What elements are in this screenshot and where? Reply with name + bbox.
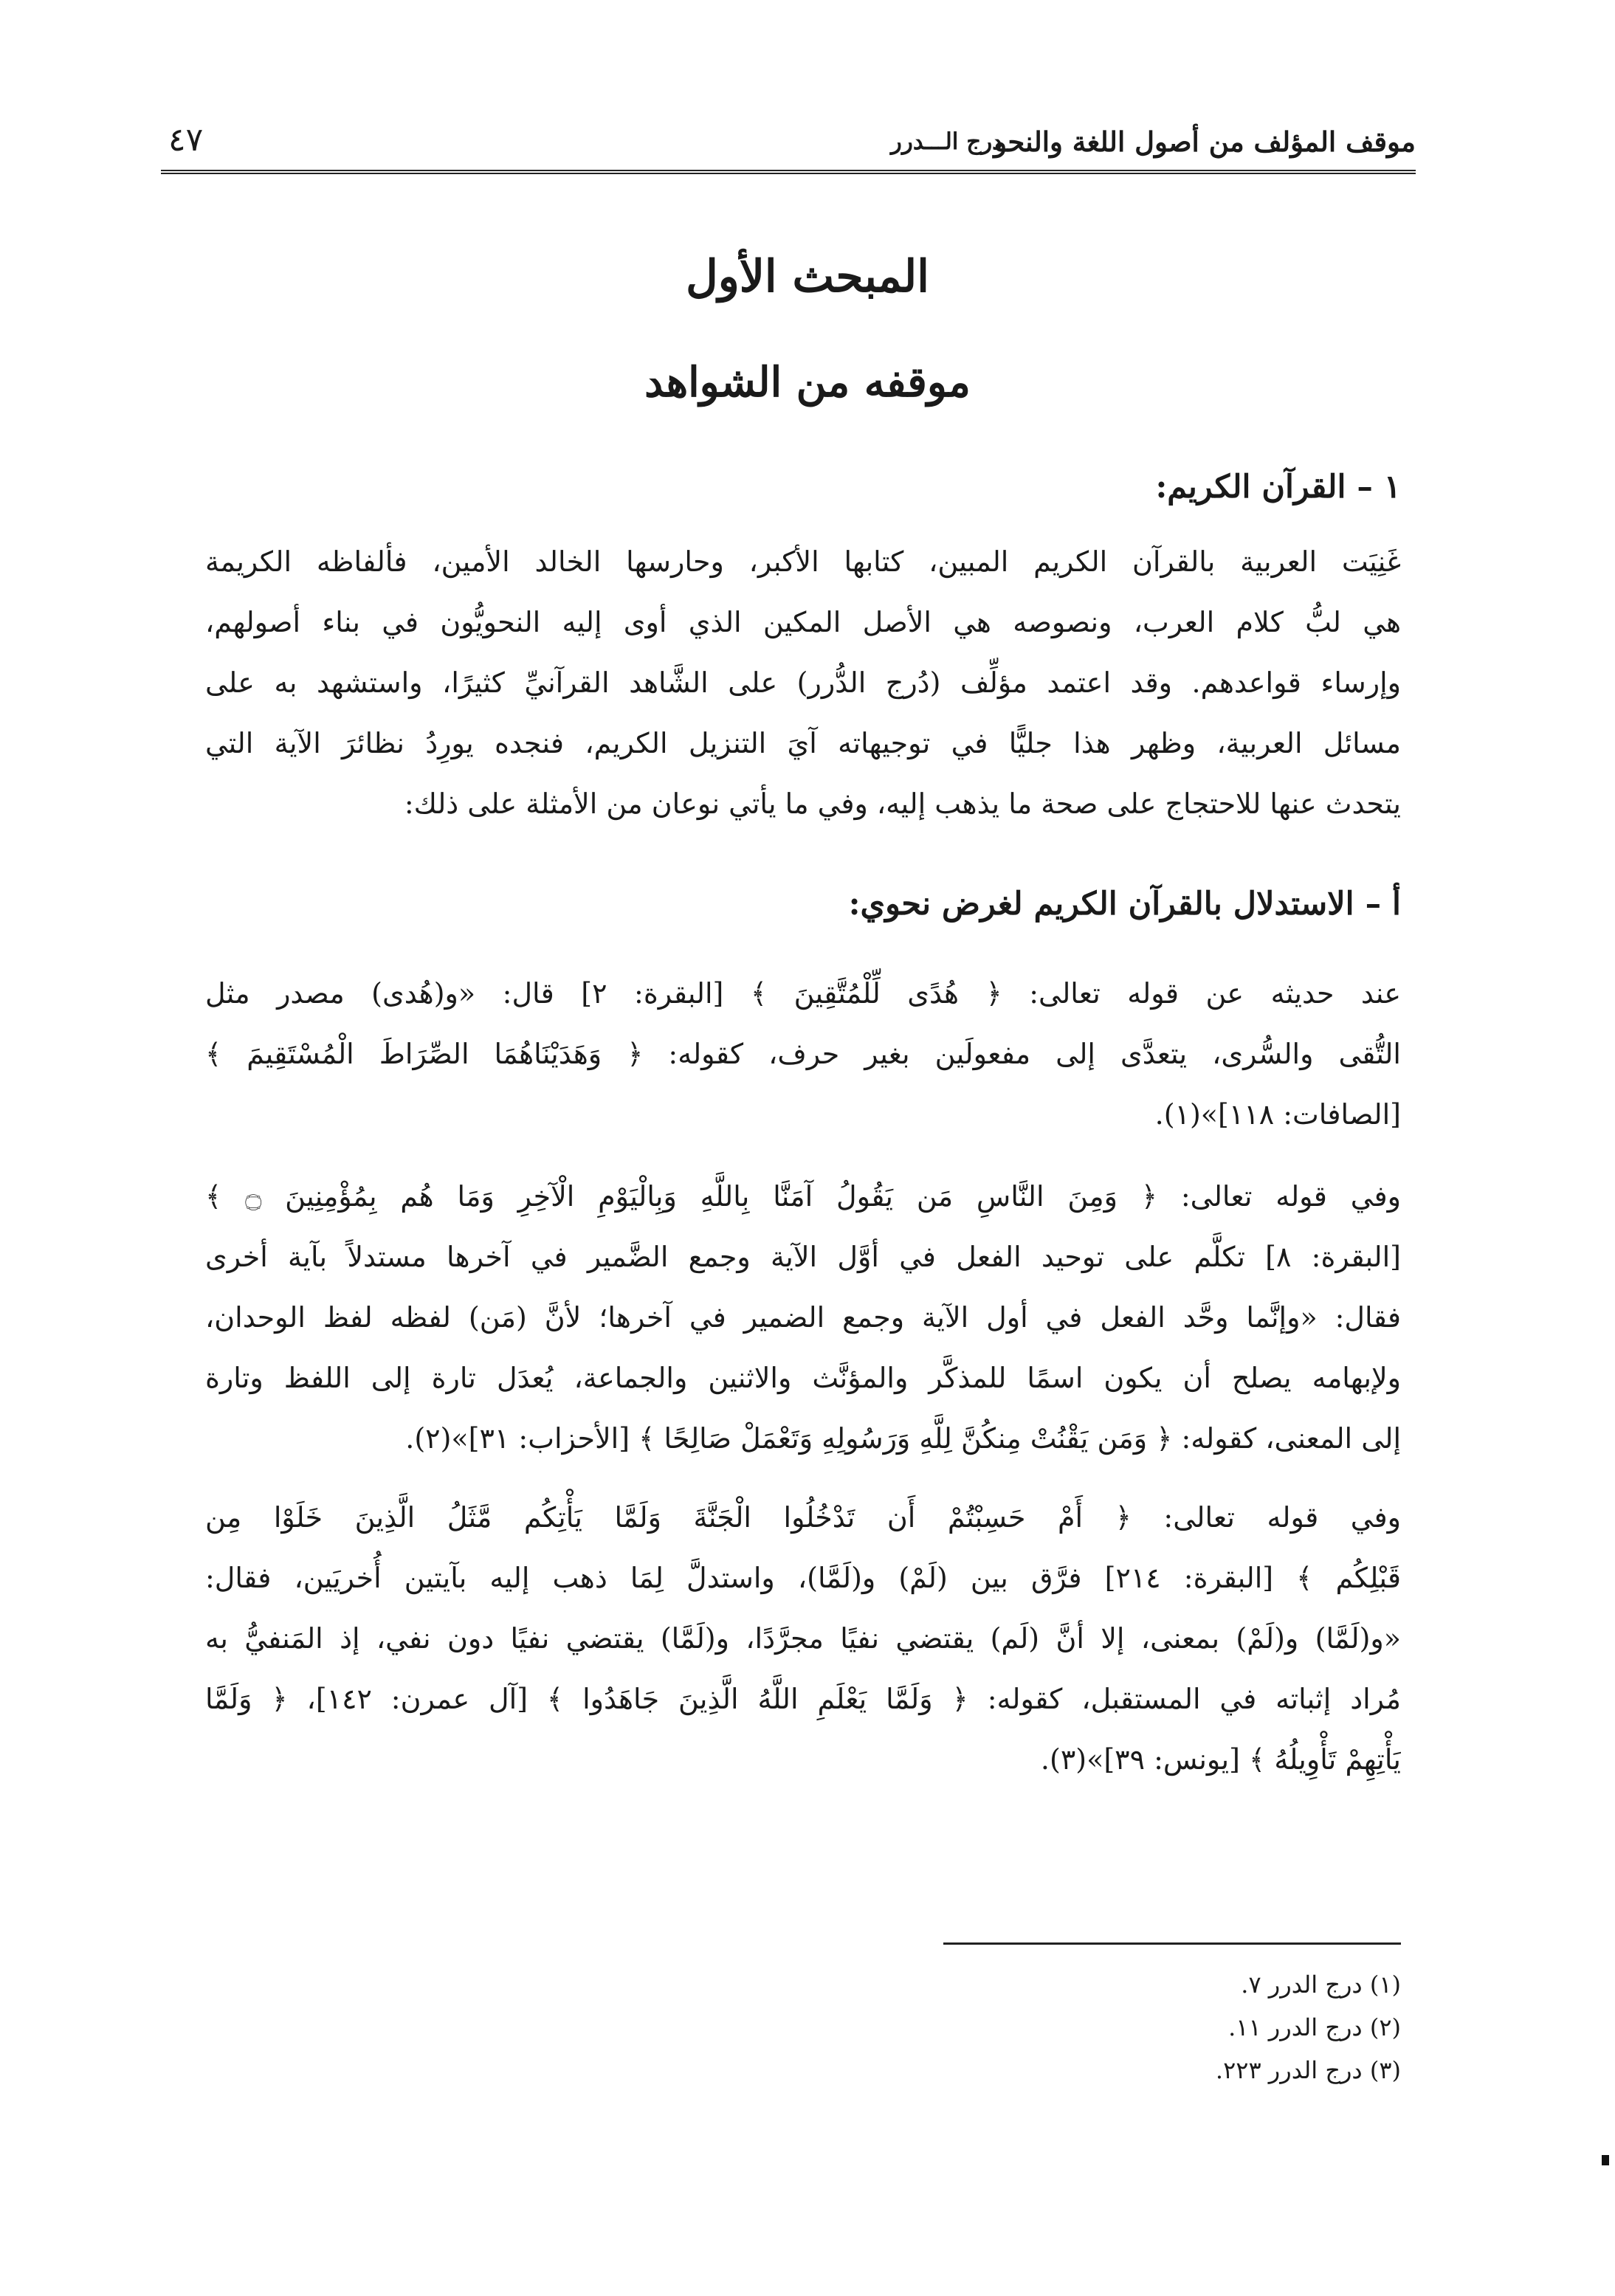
subsection-heading-quran: ١ – القرآن الكريم: bbox=[1155, 469, 1401, 506]
text-line: قَبْلِكُم ﴾ [البقرة: ٢١٤] فرَّق بين (لَمْ) و(لَمَّا)، واستدلَّ لِمَا ذهب إليه بآيتين أُخريَين، فقال: bbox=[205, 1562, 1401, 1594]
example-paragraph-2 bbox=[205, 1166, 1401, 1469]
example-paragraph-3 bbox=[205, 1487, 1401, 1790]
footnote: (٢) درج الدرر ١١. bbox=[1228, 2013, 1401, 2041]
footnote: (١) درج الدرر ٧. bbox=[1241, 1971, 1401, 1999]
text-line: [الصافات: ١١٨]»(١). bbox=[1154, 1098, 1401, 1131]
text-line: وإرساء قواعدهم. وقد اعتمد مؤلِّف (دُرج الدُّرر) على الشَّاهد القرآنيِّ كثيرًا، واستشهد به على bbox=[205, 666, 1401, 699]
scan-mark bbox=[1602, 2155, 1609, 2165]
text-line: ولإبهامه يصلح أن يكون اسمًا للمذكَّر والمؤنَّث والاثنين والجماعة، يُعدَل تارة إلى اللفظ وتارة bbox=[205, 1362, 1401, 1394]
section-subtitle: موقفه من الشواهد bbox=[644, 358, 971, 407]
example-paragraph-1 bbox=[205, 963, 1401, 1145]
book-title: موقف المؤلف من أصول اللغة والنحو bbox=[994, 125, 1416, 158]
intro-paragraph bbox=[205, 531, 1401, 834]
text-line: غَنِيَت العربية بالقرآن الكريم المبين، كتابها الأكبر، وحارسها الخالد الأمين، فألفاظه الكريمة bbox=[205, 545, 1401, 578]
text-line: يتحدث عنها للاحتجاج على صحة ما يذهب إليه، وفي ما يأتي نوعان من الأمثلة على ذلك: bbox=[404, 787, 1401, 820]
text-line: إلى المعنى، كقوله: ﴿ وَمَن يَقْنُتْ مِنكُنَّ لِلَّهِ وَرَسُولِهِ وَتَعْمَلْ صَالِحًا ﴾ [الأحزاب: ٣١]»(٢). bbox=[405, 1422, 1401, 1455]
text-line: مسائل العربية، وظهر هذا جليًّا في توجيهاته آيَ التنزيل الكريم، فنجده يورِدُ نظائرَ الآية التي bbox=[205, 727, 1401, 759]
page-number: ٤٧ bbox=[168, 121, 204, 159]
text-line: هي لبُّ كلام العرب، ونصوصه هي الأصل المكين الذي أوى إليه النحويُّون في بناء أصولهم، bbox=[205, 606, 1401, 638]
text-line: التُّقى والسُّرى، يتعدَّى إلى مفعولَين بغير حرف، كقوله: ﴿ وَهَدَيْنَاهُمَا الصِّرَاطَ الْمُسْتَقِيمَ ﴾ bbox=[205, 1038, 1401, 1070]
text-line: وفي قوله تعالى: ﴿ أَمْ حَسِبْتُمْ أَن تَدْخُلُوا الْجَنَّةَ وَلَمَّا يَأْتِكُم مَّثَلُ الَّذِينَ خَلَوْا مِن bbox=[205, 1501, 1401, 1534]
text-line: يَأْتِهِمْ تَأْوِيلُهُ ﴾ [يونس: ٣٩]»(٣). bbox=[1040, 1743, 1401, 1776]
footnote-divider bbox=[943, 1942, 1401, 1945]
footnotes bbox=[1216, 1963, 1401, 2092]
text-line: «و(لَمَّا) و(لَمْ) بمعنى، إلا أنَّ (لَم) يقتضي نفيًا مجرَّدًا، و(لَمَّا) يقتضي نفيًا دون نفي، إذ المَنفيُّ به bbox=[205, 1622, 1401, 1655]
text-line: وفي قوله تعالى: ﴿ وَمِنَ النَّاسِ مَن يَقُولُ آمَنَّا بِاللَّهِ وَبِالْيَوْمِ الْآخِرِ وَمَا هُم بِمُؤْمِنِينَ ۝ ﴾ bbox=[205, 1180, 1401, 1213]
section-title: المبحث الأول bbox=[686, 251, 929, 303]
subsection-heading-grammar: أ – الاستدلال بالقرآن الكريم لغرض نحوي: bbox=[848, 886, 1401, 923]
text-line: مُراد إثباته في المستقبل، كقوله: ﴿ وَلَمَّا يَعْلَمِ اللَّهُ الَّذِينَ جَاهَدُوا ﴾ [آل عمرن: ١٤٢]، ﴿ وَلَمَّا bbox=[205, 1683, 1401, 1715]
text-line: فقال: «وإنَّما وحَّد الفعل في أول الآية وجمع الضمير في آخرها؛ لأنَّ (مَن) لفظه لفظ الوحدان، bbox=[205, 1301, 1401, 1334]
running-title: درج الـــدرر bbox=[890, 128, 1002, 155]
footnote: (٣) درج الدرر ٢٢٣. bbox=[1215, 2056, 1401, 2084]
text-line: [البقرة: ٨] تكلَّم على توحيد الفعل في أوَّل الآية وجمع الضَّمير في آخرها مستدلاً بآية أخرى bbox=[205, 1241, 1401, 1273]
text-line: عند حديثه عن قوله تعالى: ﴿ هُدًى لِّلْمُتَّقِينَ ﴾ [البقرة: ٢] قال: «و(هُدى) مصدر مثل bbox=[205, 977, 1401, 1010]
page-header bbox=[161, 111, 1416, 174]
